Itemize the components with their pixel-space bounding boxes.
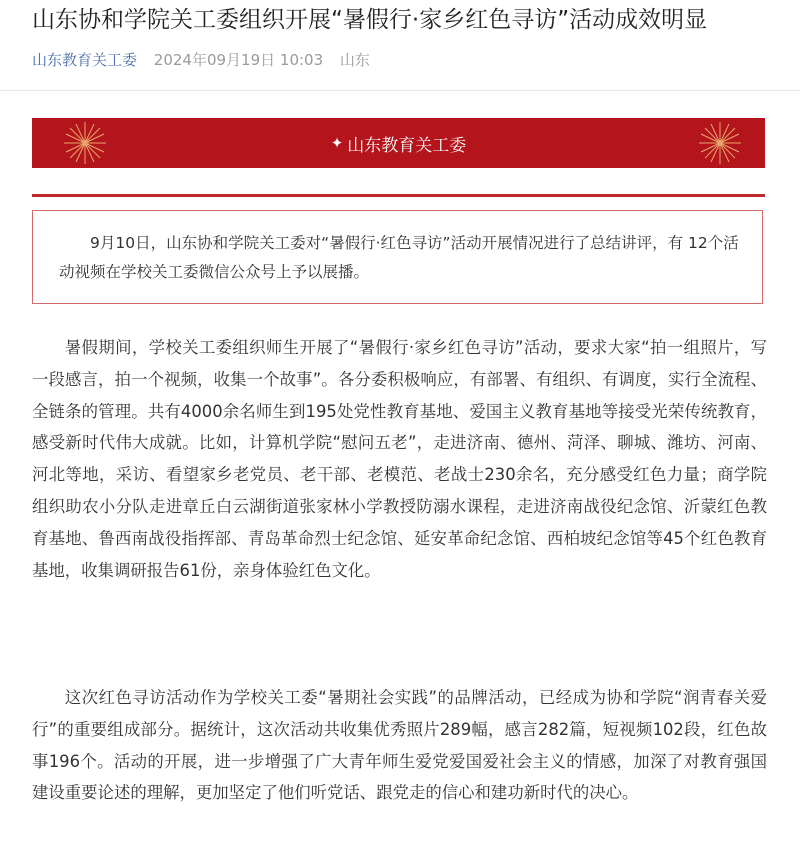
firework-icon: [62, 120, 108, 166]
banner-title: 山东教育关工委: [347, 135, 467, 156]
star-icon: ✦: [330, 134, 344, 152]
summary-text: 9月10日，山东协和学院关工委对“暑假行·红色寻访”活动开展情况进行了总结讲评，有 12个活动视频在学校关工委微信公众号上予以展播。: [59, 234, 739, 281]
section-divider: [32, 194, 765, 197]
source-link[interactable]: 山东教育关工委: [32, 51, 138, 69]
paragraph: 暑假期间，学校关工委组织师生开展了“暑假行·家乡红色寻访”活动，要求大家“拍一组照片，写一段感言，拍一个视频，收集一个故事”。各分委积极响应，有部署、有组织、有调度，实行全流程、全链条的管理。共有4000余名师生到195处党性教育基地、爱国主义教育基地等接受光荣传统教育，感受新时代伟大成就。比如，计算机学院“慰问五老”，走进济南、德州、菏泽、聊城、潍坊、河南、河北等地，采访、看望家乡老党员、老干部、老模范、老战士230余名，充分感受红色力量；商学院组织助农小分队走进章丘白云湖街道张家林小学教授防溺水课程，走进济南战役纪念馆、沂蒙红色教育基地、鲁西南战役指挥部、青岛革命烈士纪念馆、延安革命纪念馆、西柏坡纪念馆等45个红色教育基地，收集调研报告61份，亲身体验红色文化。: [32, 338, 767, 580]
summary-box: [32, 210, 763, 304]
article-meta: [32, 50, 370, 70]
article-title: 山东协和学院关工委组织开展“暑假行·家乡红色寻访”活动成效明显: [32, 7, 708, 33]
paragraph: 这次红色寻访活动作为学校关工委“暑期社会实践”的品牌活动，已经成为协和学院“润青春关爱行”的重要组成部分。据统计，这次活动共收集优秀照片289幅，感言282篇，短视频102段，红色故事196个。活动的开展，进一步增强了广大青年师生爱党爱国爱社会主义的情感，加深了对教育强国建设重要论述的理解，更加坚定了他们听党话、跟党走的信心和建功新时代的决心。: [32, 688, 767, 803]
location: 山东: [339, 51, 370, 69]
banner: [32, 118, 765, 168]
publish-date: 2024年09月19日 10:03: [153, 51, 324, 69]
header-divider: [0, 90, 800, 91]
firework-icon: [697, 120, 743, 166]
